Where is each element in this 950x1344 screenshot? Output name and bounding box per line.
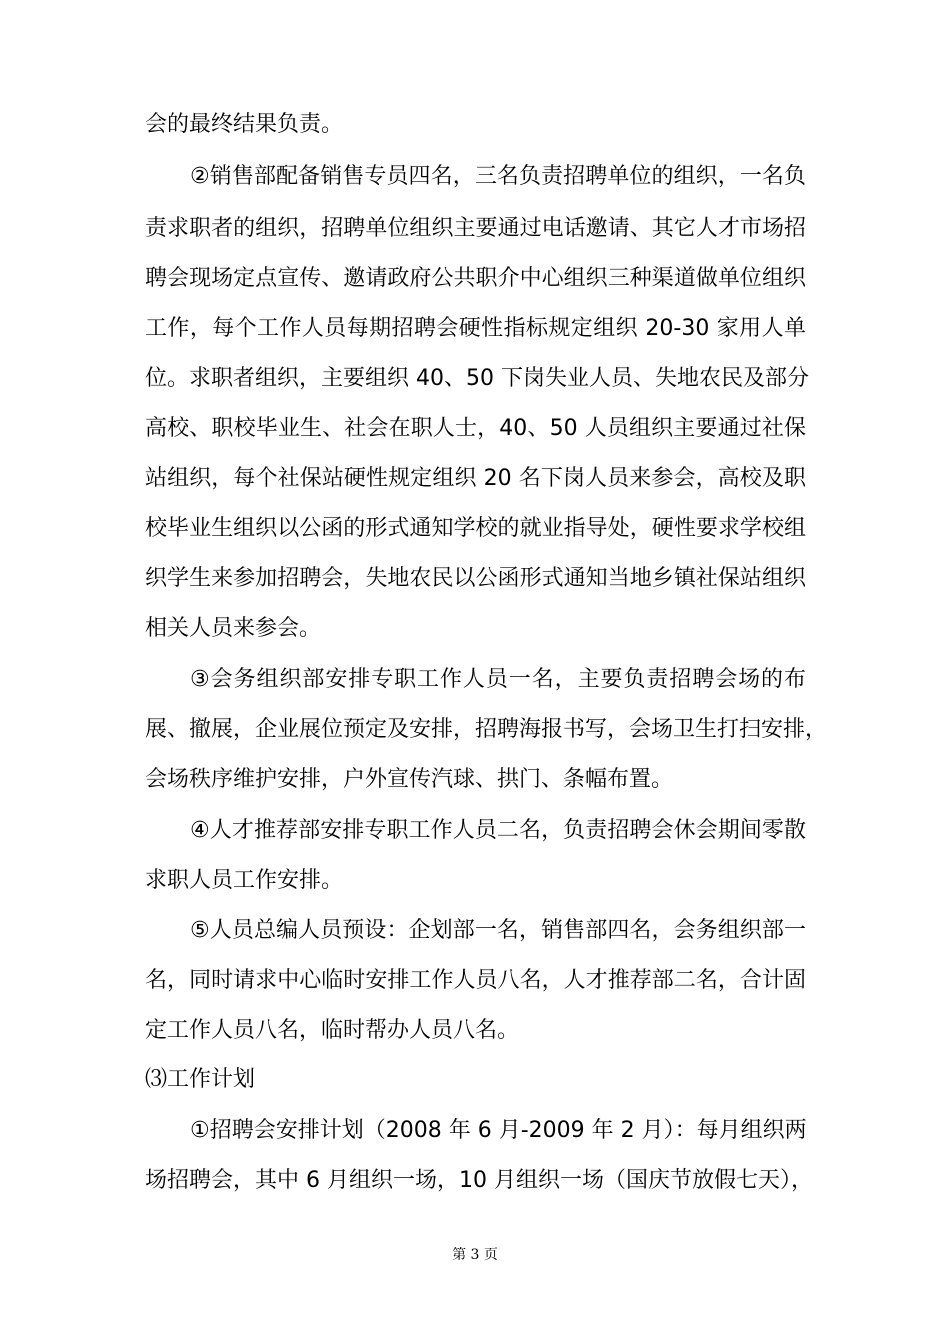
- text-line: 织学生来参加招聘会，失地农民以公函形式通知当地乡镇社保站组织: [145, 566, 806, 591]
- text-line: 位。求职者组织，主要组织 40、50 下岗失业人员、失地农民及部分: [145, 366, 809, 391]
- page-number: 第 3 页: [452, 1247, 498, 1263]
- text-line: ⑤人员总编人员预设：企划部一名，销售部四名，会务组织部一: [190, 918, 806, 943]
- text-line: 定工作人员八名，临时帮办人员八名。: [145, 1018, 520, 1043]
- text-line: ①招聘会安排计划（2008 年 6 月-2009 年 2 月）：每月组织两: [190, 1118, 807, 1143]
- text-line: 展、撤展，企业展位预定及安排，招聘海报书写，会场卫生打扫安排，: [145, 717, 828, 742]
- text-line: ②销售部配备销售专员四名，三名负责招聘单位的组织，一名负: [190, 164, 806, 189]
- text-line: 场招聘会，其中 6 月组织一场，10 月组织一场（国庆节放假七天），: [145, 1168, 813, 1193]
- text-line: 站组织，每个社保站硬性规定组织 20 名下岗人员来参会，高校及职: [145, 466, 806, 491]
- text-line: 会场秩序维护安排，户外宣传汽球、拱门、条幅布置。: [145, 767, 674, 792]
- text-line: 工作，每个工作人员每期招聘会硬性指标规定组织 20-30 家用人单: [145, 316, 806, 341]
- text-line: 聘会现场定点宣传、邀请政府公共职介中心组织三种渠道做单位组织: [145, 266, 806, 291]
- text-line: 责求职者的组织，招聘单位组织主要通过电话邀请、其它人才市场招: [145, 216, 806, 241]
- text-line: 求职人员工作安排。: [145, 868, 344, 893]
- text-line: 相关人员来参会。: [145, 616, 322, 641]
- text-line: 会的最终结果负责。: [145, 112, 344, 137]
- text-line: 名，同时请求中心临时安排工作人员八名，人才推荐部二名，合计固: [145, 968, 806, 993]
- text-line: 高校、职校毕业生、社会在职人士，40、50 人员组织主要通过社保: [145, 416, 806, 441]
- text-line: ③会务组织部安排专职工作人员一名，主要负责招聘会场的布: [190, 667, 806, 692]
- text-line: 校毕业生组织以公函的形式通知学校的就业指导处，硬性要求学校组: [145, 516, 806, 541]
- text-line: ④人才推荐部安排专职工作人员二名，负责招聘会休会期间零散: [190, 818, 806, 843]
- text-line: ⑶工作计划: [145, 1067, 256, 1092]
